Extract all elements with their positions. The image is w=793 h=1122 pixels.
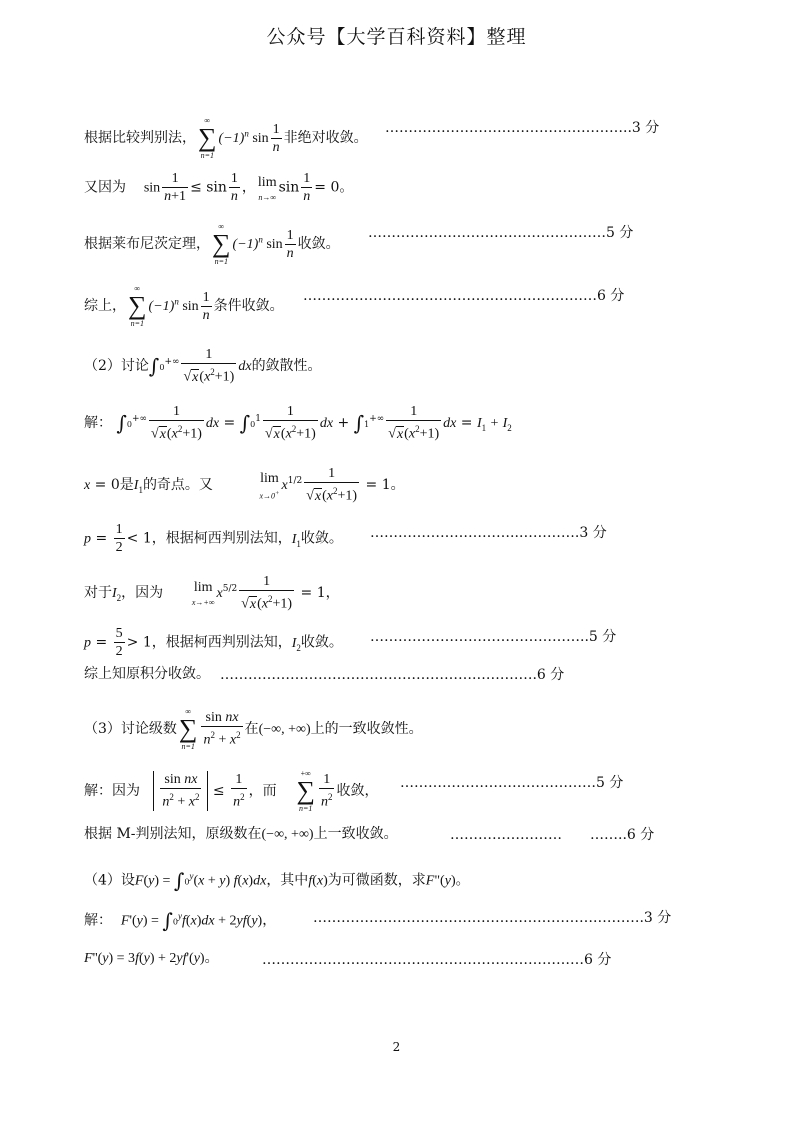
fraction: $\frac{1}{√x(x^2+1)}$ xyxy=(388,404,440,442)
text: ，因为 xyxy=(121,584,164,601)
comparison-test-line: 根据比较判别法， ∞ ∑ n=1 $(-1)^n$ sin $\frac{1}{n}$ 非绝对收敛。 xyxy=(84,116,368,160)
text: 上的一致收敛性。 xyxy=(310,721,423,737)
text: 收敛， xyxy=(336,783,379,799)
score-5: ……………………………………………5 分 xyxy=(368,225,634,241)
score-6: ……………………………………………….………….6 分 xyxy=(220,667,565,683)
series-sum: ∞ ∑ n=1 xyxy=(212,222,231,266)
text: 对于 xyxy=(84,584,112,601)
i2-limit-line: 对于$I_2$，因为 lim x→+∞ $x^{5/2}$ $\frac{1}{√x(x^2+1)}$ = 1， xyxy=(84,574,340,612)
p-five-halves-line: p = $\frac{5}{2}$ > 1，根据柯西判别法知，$I_2$收敛。 xyxy=(84,626,343,659)
text: 在 xyxy=(244,721,259,737)
score-5: ……………………………………5 分 xyxy=(400,775,624,791)
text: 的奇点。又 xyxy=(142,476,213,493)
score-3: ……………………………………………..3 分 xyxy=(385,120,660,136)
page-number: 2 xyxy=(392,1040,401,1054)
score-6: …………………… ……..6 分 xyxy=(450,827,655,843)
problem-3-title: （3）讨论级数 ∞ ∑ n=1 $\frac{\text{sin nx}}{n^2 + x^2}$ 在(−∞, +∞)上的一致收敛性。 xyxy=(84,707,423,751)
series-sum: ∞ ∑ n=1 xyxy=(178,707,198,751)
text: ，根据柯西判别法知， xyxy=(151,634,292,651)
text: 解： xyxy=(84,912,112,929)
score-3: …………………………..………….3 分 xyxy=(370,525,607,541)
fraction: $\frac{1}{n}$ xyxy=(286,227,294,261)
text: 收敛。 xyxy=(300,634,343,651)
second-derivative-line: F''(y) = 3f(y) + 2yf'(y)。 xyxy=(84,950,219,966)
p-half-line: p = $\frac{1}{2}$ < 1，根据柯西判别法知，$I_1$收敛。 xyxy=(84,522,343,555)
score-3: …………………………………………………….……….3 分 xyxy=(313,910,672,926)
fraction: $\frac{1}{n}$ xyxy=(272,121,280,155)
page-header: 公众号【大学百科资料】整理 xyxy=(266,26,527,48)
solution-split-line: 解： ∫0+∞ $\frac{1}{√x(x^2+1)}$ dx = $\int 0^1$ $\frac{1}{√x(x^2+1)}$ dx + ∫1+∞ $\frac{1}{√x(x^2+1)}$ dx = $I_1 + I_2$ xyxy=(84,404,512,442)
text: 解： xyxy=(84,414,112,431)
text: 根据比较判别法， xyxy=(84,130,196,146)
text: 为可微函数，求 xyxy=(327,872,426,889)
score-6: ……………………………………………………………6 分 xyxy=(262,952,612,968)
fraction: $\frac{1}{n^2}$ xyxy=(233,772,245,810)
text: 的敛散性。 xyxy=(251,357,322,374)
text: 解：因为 xyxy=(84,783,140,799)
fraction: $\frac{1}{√x(x^2+1)}$ xyxy=(151,404,202,442)
text: 非绝对收敛。 xyxy=(283,130,368,146)
problem-4-title: （4）设$F(y) = \int 0^y(x + y)$ f(x)dx，其中f(x)为可微函数，求F"(y)。 xyxy=(84,868,470,893)
fraction: $\frac{1}{n}$ xyxy=(202,289,210,323)
text: 综上， xyxy=(84,298,126,314)
text: 根据 M-判别法知，原级数在 xyxy=(84,826,262,842)
text: ，其中 xyxy=(266,872,309,889)
problem-2-title: （2）讨论∫0+∞ $\frac{1}{√x(x^2+1)}$ dx的敛散性。 xyxy=(84,347,322,385)
fraction: $\frac{\text{sin nx}}{n^2 + x^2}$ xyxy=(162,772,200,810)
fraction: $\frac{1}{√x(x^2+1)}$ xyxy=(183,347,235,385)
fraction: $\frac{1}{√x(x^2+1)}$ xyxy=(241,574,293,612)
conclusion-line-1: 综上， ∞ ∑ n=1 $(-1)^n$ sin $\frac{1}{n}$ 条件收敛。 xyxy=(84,284,284,328)
fraction: $\frac{5}{2}$ xyxy=(115,626,123,659)
conclusion-line-2 xyxy=(84,664,210,684)
series-sum: ∞ ∑ n=1 xyxy=(198,116,217,160)
text: （4）设 xyxy=(84,872,135,889)
m-test-bound-line: 解：因为 $\frac{\text{sin nx}}{n^2 + x^2}$ ≤ $\frac{1}{n^2}$ ，而 +∞ ∑ n=1 $\frac{1}{n^2}$ 收敛， xyxy=(84,769,379,813)
abs-value xyxy=(153,771,208,811)
m-test-conclusion-line: 根据 M-判别法知，原级数在(−∞, +∞)上一致收敛。 xyxy=(84,826,398,842)
text: ，根据柯西判别法知， xyxy=(151,530,292,547)
text: 根据莱布尼茨定理， xyxy=(84,236,210,252)
monotone-line: 又因为 sin $\frac{1}{n+1}$ ≤ sin $\frac{1}{n}$ ， lim n→∞ sin $\frac{1}{n}$ = 0。 xyxy=(84,171,354,204)
text: 条件收敛。 xyxy=(213,298,284,314)
leibniz-line: 根据莱布尼茨定理， ∞ ∑ n=1 $(-1)^n$ sin $\frac{1}{n}$ 收敛。 xyxy=(84,222,340,266)
fraction: $\frac{1}{2}$ xyxy=(115,522,123,555)
limit: lim n→∞ xyxy=(257,175,277,202)
fraction: $\frac{1}{√x(x^2+1)}$ xyxy=(264,404,316,442)
text: 上一致收敛。 xyxy=(313,826,398,842)
score-5: ………………………………………..5 分 xyxy=(370,629,617,645)
fraction: $\frac{1}{n^2}$ xyxy=(320,772,333,810)
text: （2）讨论 xyxy=(84,357,149,374)
series-sum: +∞ ∑ n=1 xyxy=(296,769,315,813)
score-6: ………………………………………………………6 分 xyxy=(303,288,625,304)
fraction: $\frac{1}{n}$ xyxy=(230,171,238,204)
text: 综上知原积分收敛。 xyxy=(84,666,210,682)
text: 是 xyxy=(119,476,134,493)
text: 又因为 xyxy=(84,179,126,196)
text: 收敛。 xyxy=(297,236,340,252)
limit: lim x→+∞ xyxy=(191,580,215,608)
fraction: $\frac{1}{n+1}$ xyxy=(164,171,187,204)
limit: lim x→0+ xyxy=(259,471,280,501)
text: 。 xyxy=(455,872,470,889)
singularity-line: x = 0是$I_1$的奇点。又 lim x→0+ $x^{1/2}$ $\frac{1}{√x(x^2+1)}$ = 1。 xyxy=(84,466,405,504)
text: （3）讨论级数 xyxy=(84,721,177,737)
fraction: $\frac{1}{√x(x^2+1)}$ xyxy=(306,466,358,504)
series-sum: ∞ ∑ n=1 xyxy=(128,284,147,328)
first-derivative-line: 解： $F'(y) = \int 0^yf(x)dx + 2yf(y)$， xyxy=(84,908,277,933)
fraction: $\frac{1}{n}$ xyxy=(303,171,311,204)
text: ，而 xyxy=(248,783,277,799)
text: 收敛。 xyxy=(300,530,343,547)
fraction: $\frac{\text{sin nx}}{n^2 + x^2}$ xyxy=(203,710,241,748)
